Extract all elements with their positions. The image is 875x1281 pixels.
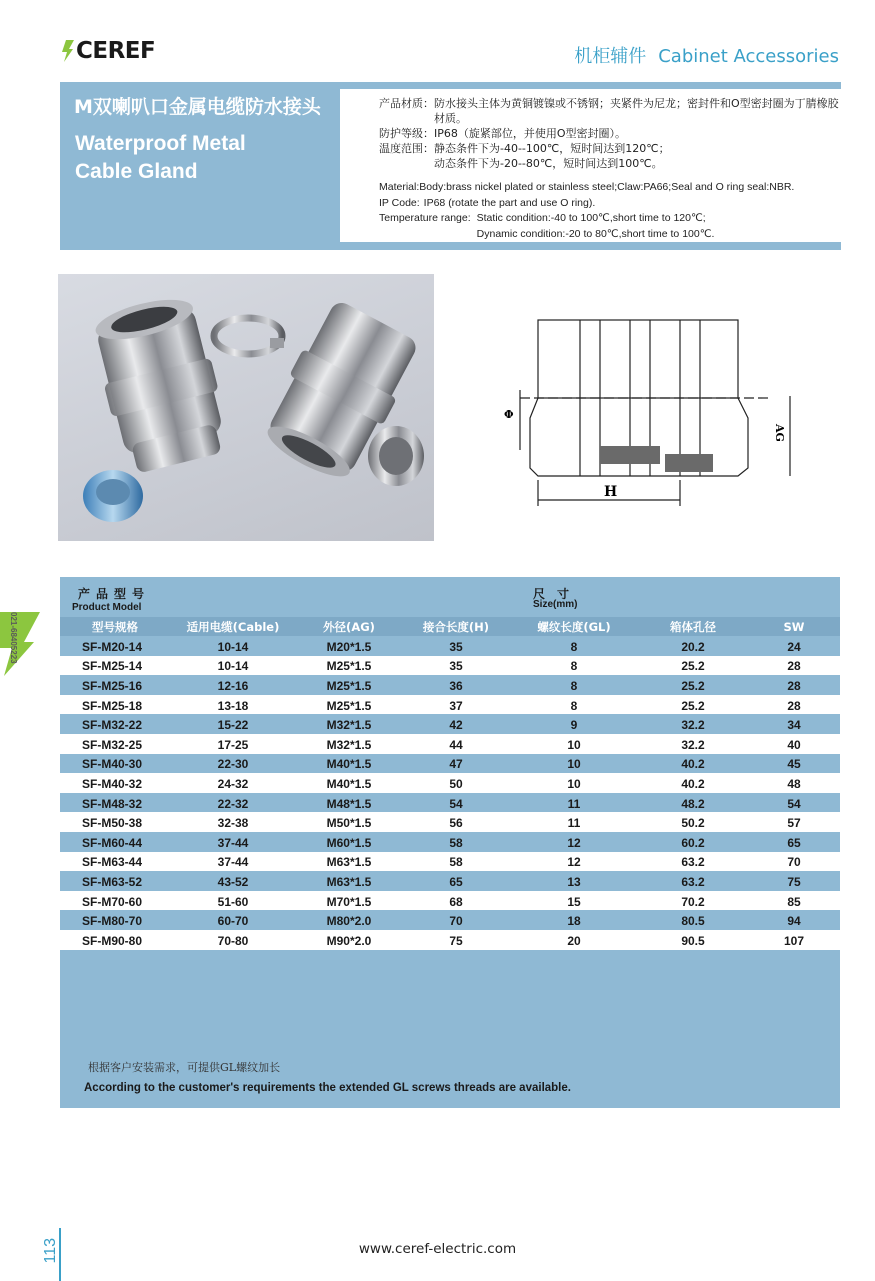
- cell-cable: 22-30: [170, 754, 296, 774]
- specs-cn: [379, 96, 841, 171]
- cell-gl: 8: [510, 636, 638, 656]
- cell-sw: 28: [748, 695, 840, 715]
- table-row: [60, 812, 840, 832]
- cell-sw: 40: [748, 734, 840, 754]
- cell-hole: 25.2: [638, 675, 748, 695]
- cell-gl: 10: [510, 734, 638, 754]
- table-row: [60, 910, 840, 930]
- cell-cable: 37-44: [170, 832, 296, 852]
- cell-ag: M20*1.5: [296, 636, 402, 656]
- col-sw: SW: [748, 617, 840, 636]
- cell-h: 58: [402, 852, 510, 872]
- cell-h: 54: [402, 793, 510, 813]
- label-phi: Φ: [504, 408, 514, 421]
- spec-label: 防护等级：: [379, 127, 434, 140]
- cell-sw: 65: [748, 832, 840, 852]
- spec-protection-cn: [379, 126, 841, 141]
- temp-line1: 静态条件下为-40--100℃，短时间达到120℃；: [434, 142, 670, 155]
- cell-model: SF-M25-16: [60, 675, 170, 695]
- spec-value: 防水接头主体为黄铜镀镍或不锈钢；夹紧件为尼龙；密封件和O型密封圈为丁腈橡胶材质。: [434, 97, 839, 125]
- table-row: [60, 773, 840, 793]
- model-header-en: Product Model: [72, 602, 142, 613]
- cell-gl: 18: [510, 910, 638, 930]
- spec-value: [477, 211, 715, 242]
- cell-gl: 20: [510, 930, 638, 950]
- table-row: [60, 891, 840, 911]
- cell-sw: 57: [748, 812, 840, 832]
- cell-model: SF-M25-14: [60, 656, 170, 676]
- spec-ip-en: [379, 196, 841, 212]
- cell-hole: 48.2: [638, 793, 748, 813]
- note-cn: 根据客户安装需求，可提供GL螺纹加长: [88, 1061, 281, 1074]
- cell-gl: 8: [510, 675, 638, 695]
- header-category: [562, 42, 839, 68]
- cell-h: 35: [402, 636, 510, 656]
- side-phone: 021-68405223: [9, 612, 18, 664]
- spec-material-cn: [379, 96, 841, 126]
- cell-cable: 10-14: [170, 636, 296, 656]
- cell-h: 70: [402, 910, 510, 930]
- cell-model: SF-M40-30: [60, 754, 170, 774]
- temp-line2: Dynamic condition:-20 to 80℃,short time to 100℃.: [476, 227, 715, 240]
- table-row: [60, 675, 840, 695]
- product-specs: [379, 96, 841, 242]
- cell-model: SF-M25-18: [60, 695, 170, 715]
- cell-cable: 32-38: [170, 812, 296, 832]
- spec-temp-cn: [379, 141, 841, 171]
- cell-ag: M50*1.5: [296, 812, 402, 832]
- cell-hole: 63.2: [638, 871, 748, 891]
- cell-hole: 25.2: [638, 695, 748, 715]
- table-row: [60, 734, 840, 754]
- cell-model: SF-M40-32: [60, 773, 170, 793]
- col-gl: 螺纹长度(GL): [510, 617, 638, 636]
- cell-sw: 34: [748, 714, 840, 734]
- cable-gland-illustration: [58, 274, 434, 541]
- col-cable: 适用电缆(Cable): [170, 617, 296, 636]
- table-row: [60, 754, 840, 774]
- cell-ag: M80*2.0: [296, 910, 402, 930]
- cell-hole: 40.2: [638, 773, 748, 793]
- cell-gl: 10: [510, 773, 638, 793]
- cell-h: 42: [402, 714, 510, 734]
- cell-cable: 60-70: [170, 910, 296, 930]
- temp-line2: 动态条件下为-20--80℃，短时间达到100℃。: [434, 157, 663, 170]
- cell-ag: M25*1.5: [296, 656, 402, 676]
- technical-drawing: [490, 300, 810, 530]
- cell-cable: 10-14: [170, 656, 296, 676]
- cell-cable: 37-44: [170, 852, 296, 872]
- cell-sw: 28: [748, 656, 840, 676]
- cell-h: 58: [402, 832, 510, 852]
- cell-h: 47: [402, 754, 510, 774]
- cell-cable: 12-16: [170, 675, 296, 695]
- cell-ag: M63*1.5: [296, 871, 402, 891]
- cell-h: 44: [402, 734, 510, 754]
- spec-label: 温度范围：: [379, 142, 434, 155]
- spec-value: [434, 141, 670, 171]
- cell-cable: 17-25: [170, 734, 296, 754]
- cell-model: SF-M50-38: [60, 812, 170, 832]
- footer-url: www.ceref-electric.com: [358, 1241, 517, 1257]
- cell-hole: 50.2: [638, 812, 748, 832]
- size-header-cn: 尺寸: [533, 587, 582, 601]
- table-row: [60, 695, 840, 715]
- cell-cable: 43-52: [170, 871, 296, 891]
- cell-hole: 60.2: [638, 832, 748, 852]
- cell-model: SF-M60-44: [60, 832, 170, 852]
- cell-h: 56: [402, 812, 510, 832]
- table-header-row: [60, 617, 840, 636]
- cell-ag: M70*1.5: [296, 891, 402, 911]
- title-en-line2: Cable Gland: [75, 160, 198, 183]
- col-model: 型号规格: [60, 617, 170, 636]
- cell-hole: 20.2: [638, 636, 748, 656]
- cell-gl: 8: [510, 656, 638, 676]
- cell-ag: M60*1.5: [296, 832, 402, 852]
- table-row: [60, 793, 840, 813]
- cell-cable: 24-32: [170, 773, 296, 793]
- title-en-line1: Waterproof Metal: [75, 132, 246, 155]
- cell-sw: 48: [748, 773, 840, 793]
- cell-model: SF-M70-60: [60, 891, 170, 911]
- table-row: [60, 930, 840, 950]
- table-row: [60, 636, 840, 656]
- cell-hole: 63.2: [638, 852, 748, 872]
- cell-ag: M25*1.5: [296, 695, 402, 715]
- cell-model: SF-M32-25: [60, 734, 170, 754]
- cell-gl: 13: [510, 871, 638, 891]
- logo-text: CEREF: [76, 38, 156, 64]
- spec-material-en: [379, 180, 841, 196]
- category-en: Cabinet Accessories: [658, 46, 839, 67]
- cell-ag: M63*1.5: [296, 852, 402, 872]
- cell-model: SF-M32-22: [60, 714, 170, 734]
- cell-hole: 40.2: [638, 754, 748, 774]
- cell-ag: M90*2.0: [296, 930, 402, 950]
- spec-label: 产品材质：: [379, 97, 434, 110]
- cell-gl: 8: [510, 695, 638, 715]
- cell-hole: 25.2: [638, 656, 748, 676]
- cell-gl: 11: [510, 812, 638, 832]
- cell-sw: 75: [748, 871, 840, 891]
- cell-ag: M48*1.5: [296, 793, 402, 813]
- cell-model: SF-M80-70: [60, 910, 170, 930]
- table-row: [60, 832, 840, 852]
- cell-sw: 70: [748, 852, 840, 872]
- cell-sw: 107: [748, 930, 840, 950]
- table-row: [60, 656, 840, 676]
- product-title-cn: M双喇叭口金属电缆防水接头: [74, 96, 321, 118]
- spec-label: Material:: [379, 181, 420, 193]
- specs-en: [379, 180, 841, 242]
- cell-sw: 94: [748, 910, 840, 930]
- cell-ag: M32*1.5: [296, 734, 402, 754]
- cell-ag: M25*1.5: [296, 675, 402, 695]
- col-h: 接合长度(H): [402, 617, 510, 636]
- cell-gl: 10: [510, 754, 638, 774]
- table-row: [60, 714, 840, 734]
- cell-sw: 24: [748, 636, 840, 656]
- cell-sw: 45: [748, 754, 840, 774]
- product-title-en: [75, 130, 335, 186]
- cell-cable: 13-18: [170, 695, 296, 715]
- cell-cable: 70-80: [170, 930, 296, 950]
- cell-h: 37: [402, 695, 510, 715]
- cell-h: 65: [402, 871, 510, 891]
- col-ag: 外径(AG): [296, 617, 402, 636]
- product-photo: [58, 274, 434, 541]
- label-h: H: [604, 484, 618, 500]
- cell-gl: 12: [510, 852, 638, 872]
- cell-model: SF-M48-32: [60, 793, 170, 813]
- cell-ag: M40*1.5: [296, 773, 402, 793]
- category-cn: 机柜辅件: [574, 46, 647, 67]
- model-header-cn: 产品型号: [78, 587, 151, 601]
- size-header-en: Size(mm): [533, 599, 578, 610]
- cell-hole: 90.5: [638, 930, 748, 950]
- label-ag: AG: [773, 424, 786, 442]
- spec-value: IP68（旋紧部位，并使用O型密封圈）。: [434, 127, 627, 140]
- spec-table: [60, 617, 840, 950]
- cell-cable: 51-60: [170, 891, 296, 911]
- spec-temp-en: [379, 211, 841, 242]
- cell-model: SF-M63-52: [60, 871, 170, 891]
- temp-line1: Static condition:-40 to 100℃,short time to 120℃;: [476, 212, 706, 224]
- spec-value: Body:brass nickel plated or stainless steel;Claw:PA66;Seal and O ring seal:NBR.: [419, 181, 795, 193]
- cell-sw: 54: [748, 793, 840, 813]
- cell-model: SF-M20-14: [60, 636, 170, 656]
- table-row: [60, 852, 840, 872]
- col-hole: 箱体孔径: [638, 617, 748, 636]
- cell-hole: 70.2: [638, 891, 748, 911]
- cell-hole: 32.2: [638, 714, 748, 734]
- cell-cable: 15-22: [170, 714, 296, 734]
- cell-gl: 15: [510, 891, 638, 911]
- brand-logo: [62, 38, 155, 64]
- cell-h: 68: [402, 891, 510, 911]
- spec-label: Temperature range:: [379, 212, 471, 224]
- lightning-icon: [62, 40, 74, 62]
- cell-hole: 32.2: [638, 734, 748, 754]
- cell-ag: M40*1.5: [296, 754, 402, 774]
- cell-sw: 85: [748, 891, 840, 911]
- cell-gl: 11: [510, 793, 638, 813]
- cell-model: SF-M90-80: [60, 930, 170, 950]
- cell-h: 35: [402, 656, 510, 676]
- cell-h: 36: [402, 675, 510, 695]
- page-number: 113: [42, 1238, 59, 1264]
- cell-h: 50: [402, 773, 510, 793]
- cell-h: 75: [402, 930, 510, 950]
- cell-cable: 22-32: [170, 793, 296, 813]
- cell-sw: 28: [748, 675, 840, 695]
- note-en: According to the customer's requirements the extended GL screws threads are available.: [84, 1082, 571, 1094]
- cell-ag: M32*1.5: [296, 714, 402, 734]
- cell-gl: 12: [510, 832, 638, 852]
- cell-hole: 80.5: [638, 910, 748, 930]
- table-row: [60, 871, 840, 891]
- spec-label: IP Code:: [379, 196, 420, 209]
- cell-gl: 9: [510, 714, 638, 734]
- cell-model: SF-M63-44: [60, 852, 170, 872]
- spec-value: IP68 (rotate the part and use O ring).: [423, 196, 596, 209]
